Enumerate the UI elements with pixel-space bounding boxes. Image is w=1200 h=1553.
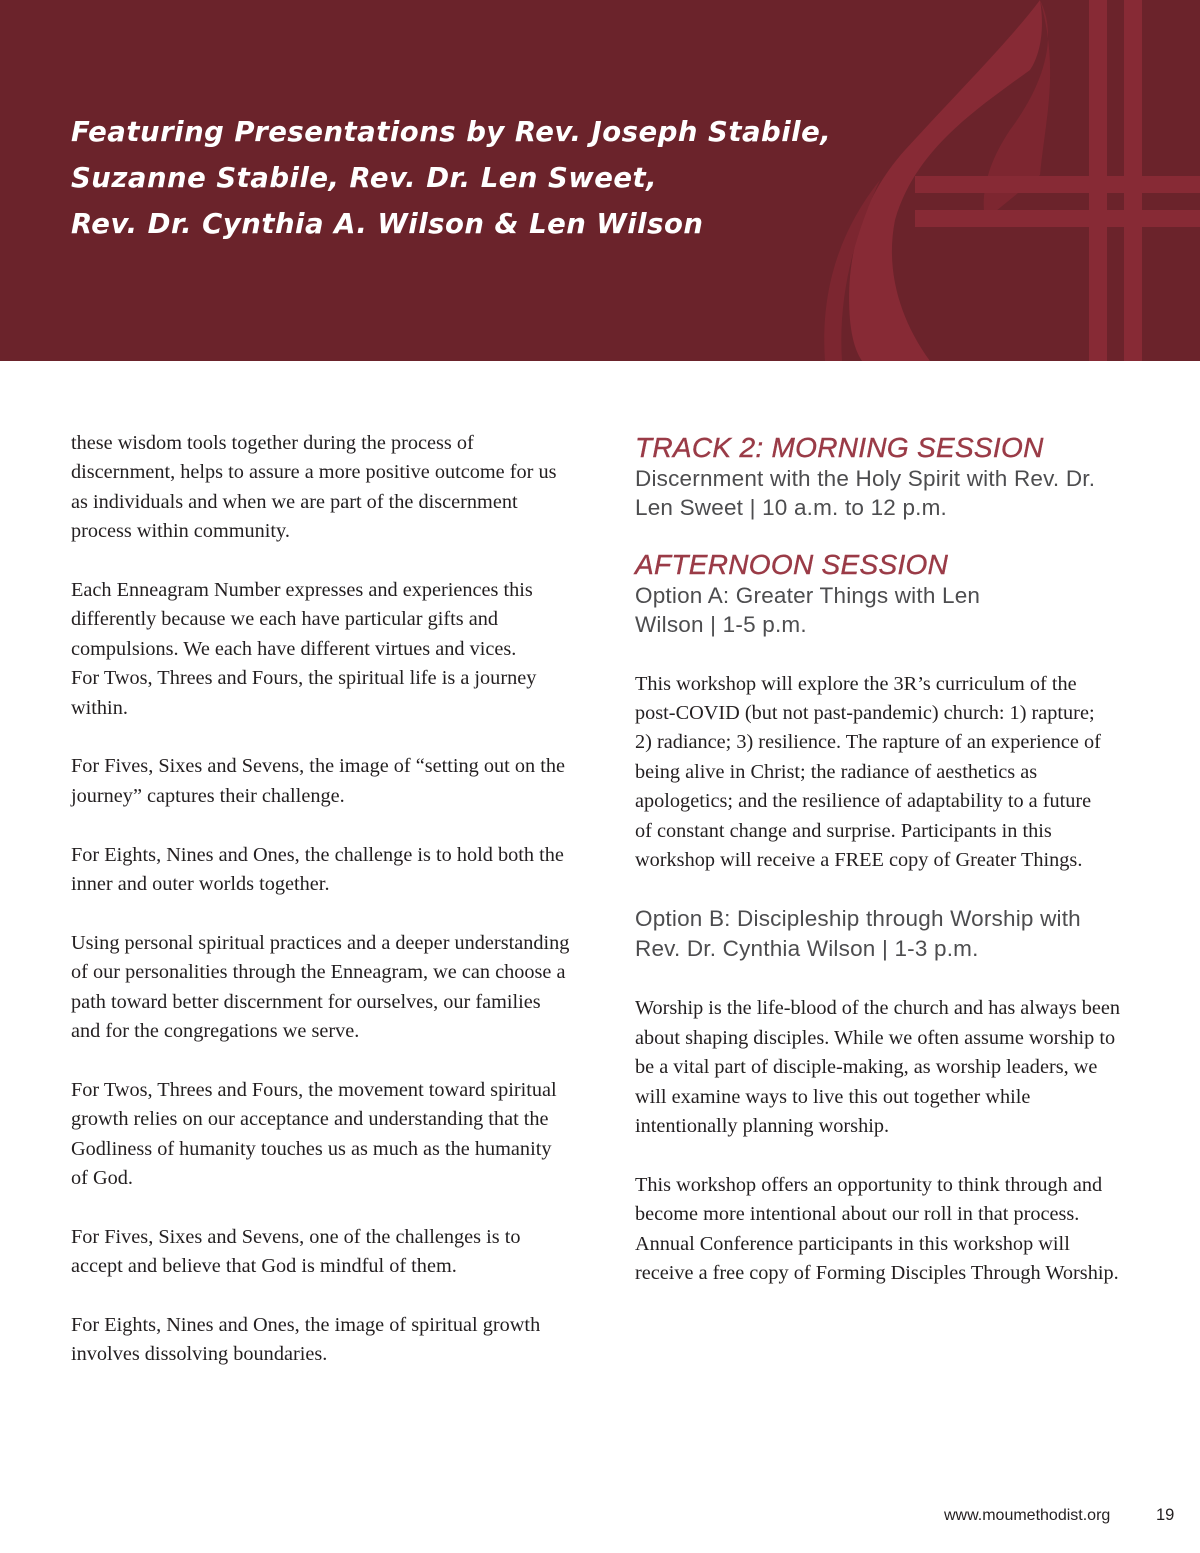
paragraph: Each Enneagram Number expresses and experiences this differently because we each have particular gifts and compulsions. We each have different virtues and vices. (71, 579, 533, 660)
option-b-description: This workshop offers an opportunity to think through and become more intentional about our roll in that process. Annual Conference participants in this workshop will receive a free copy of Forming Disciples Through Worship. (635, 1173, 1119, 1284)
banner-title-line: Rev. Dr. Cynthia A. Wilson & Len Wilson (71, 208, 704, 240)
paragraph: Using personal spiritual practices and a deeper understanding of our personalities through the Enneagram, we can choose a path toward better discernment for ourselves, our families and for the congregations we serve. (71, 931, 570, 1043)
left-column (71, 429, 571, 1399)
paragraph: For Fives, Sixes and Sevens, one of the challenges is to accept and believe that God is mindful of them. (71, 1225, 521, 1278)
afternoon-heading: AFTERNOON SESSION (635, 548, 949, 580)
header-banner (0, 0, 1200, 361)
footer-url[interactable]: www.moumethodist.org (944, 1507, 1111, 1524)
page-number: 19 (1156, 1506, 1175, 1524)
track-subheading: Discernment with the Holy Spirit with Rev. Dr. Len Sweet | 10 a.m. to 12 p.m. (635, 466, 1096, 521)
banner-title-line: Suzanne Stabile, Rev. Dr. Len Sweet, (71, 162, 658, 194)
option-b-description: Worship is the life-blood of the church and has always been about shaping disciples. While we often assume worship to be a vital part of disciple-making, as worship leaders, we will examine ways to live this out together while intentionally planning worship. (635, 997, 1120, 1137)
paragraph: For Fives, Sixes and Sevens, the image of “setting out on the journey” captures their challenge. (71, 755, 566, 807)
paragraph: For Eights, Nines and Ones, the image of spiritual growth involves dissolving boundaries. (71, 1314, 541, 1366)
paragraph: For Eights, Nines and Ones, the challenge is to hold both the inner and outer worlds together. (71, 843, 564, 896)
option-a-description: This workshop will explore the 3R’s curriculum of the post-COVID (but not past-pandemic) church: 1) rapture; 2) radiance; 3) resilience. The rapture of an experience of being alive in Christ; the radiance of aesthetics as apologetics; and the resilience of adaptability to a future of constant change and surprise. Participants in this workshop will receive a FREE copy of Greater Things. (635, 672, 1101, 872)
track-heading: TRACK 2: MORNING SESSION (635, 432, 1044, 463)
banner-title (71, 109, 851, 247)
paragraph: For Twos, Threes and Fours, the movement toward spiritual growth relies on our acceptance and understanding that the Godliness of humanity touches us as much as the humanity of God. (71, 1078, 557, 1190)
banner-title-line: Featuring Presentations by Rev. Joseph Stabile, (71, 116, 832, 148)
paragraph: these wisdom tools together during the process of discernment, helps to assure a more positive outcome for us as individuals and when we are part of the discernment process within community. (71, 432, 557, 543)
option-b-title: Option B: Discipleship through Worship with Rev. Dr. Cynthia Wilson | 1-3 p.m. (635, 906, 1081, 961)
paragraph: For Twos, Threes and Fours, the spiritual life is a journey within. (71, 667, 537, 719)
option-a-title: Option A: Greater Things with Len Wilson | 1-5 p.m. (635, 582, 981, 638)
right-column (635, 432, 1135, 1288)
